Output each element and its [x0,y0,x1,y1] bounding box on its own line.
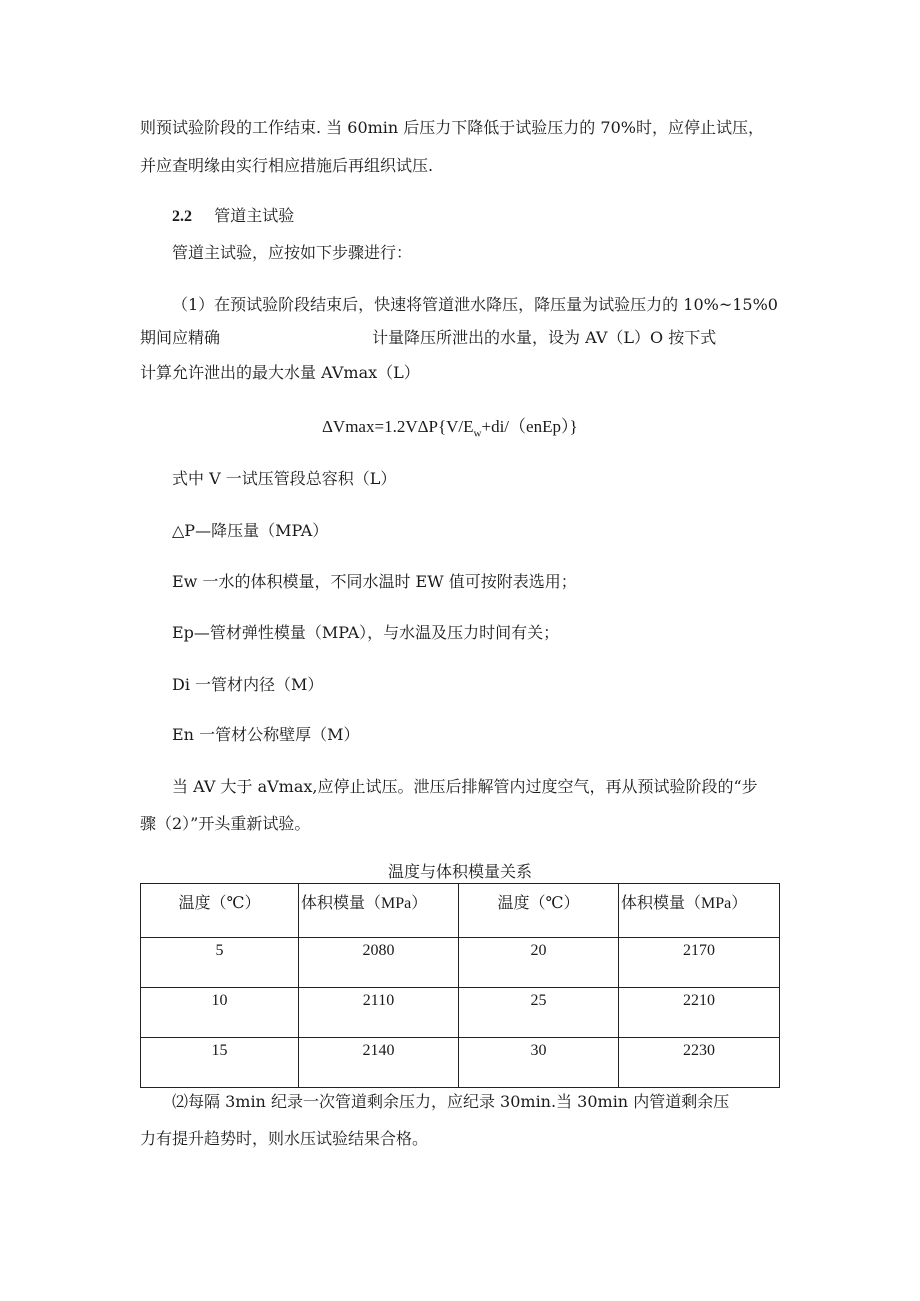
table-row [141,1038,780,1088]
table-cell: 2140 [299,1038,459,1088]
table-cell: 15 [141,1038,299,1088]
definition-ep: Ep—管材弹性模量（MPA），与水温及压力时间有关； [172,623,560,642]
paragraph-1-line-2: 并应查明缘由实行相应措施后再组织试压. [140,156,434,175]
definition-delta-p: △P—降压量（MPA） [172,521,329,540]
table-cell: 2110 [299,988,459,1038]
formula-part-1: ΔVmax=1.2VΔP{V/E [322,417,474,436]
paragraph-2: 管道主试验，应按如下步骤进行： [172,243,413,262]
paragraph-3-line-2b: 计量降压所泄出的水量，设为 AV（L）O 按下式 [372,328,717,347]
header-temperature-2: 温度（℃） [459,884,619,938]
table-cell: 10 [141,988,299,1038]
section-title: 管道主试验 [214,206,295,225]
table-row [141,938,780,988]
table-cell: 30 [459,1038,619,1088]
formula-subscript: w [473,427,482,440]
closing-line-2: 力有提升趋势时，则水压试验结果合格。 [140,1129,429,1148]
table-row [141,988,780,1038]
table-cell: 2170 [619,938,780,988]
formula [322,417,578,443]
table-cell: 2210 [619,988,780,1038]
table-cell: 25 [459,988,619,1038]
paragraph-3-line-1: （1）在预试验阶段结束后，快速将管道泄水降压，降压量为试验压力的 10%~15%0 [172,295,778,314]
table-caption: 温度与体积模量关系 [387,862,532,881]
section-heading [172,206,294,227]
paragraph-1-line-1: 则预试验阶段的工作结束. 当 60min 后压力下降低于试验压力的 70%时，应停止试压， [140,118,764,137]
paragraph-3-line-2a: 期间应精确 [140,328,221,347]
definition-v: 式中 V 一试压管段总容积（L） [172,469,397,488]
section-number: 2.2 [172,208,192,225]
closing-line-1: ⑵每隔 3min 纪录一次管道剩余压力，应纪录 30min.当 30min 内管道剩余压 [172,1092,730,1111]
header-modulus-2: 体积模量（MPa） [619,884,780,938]
temperature-modulus-table [140,883,780,1088]
definition-ew: Ew 一水的体积模量，不同水温时 EW 值可按附表选用； [172,572,577,591]
table-cell: 2080 [299,938,459,988]
header-modulus-1: 体积模量（MPa） [299,884,459,938]
table-cell: 2230 [619,1038,780,1088]
table-cell: 5 [141,938,299,988]
formula-part-2: +di/（enEp）} [481,417,578,436]
paragraph-after-line-1: 当 AV 大于 aVmax,应停止试压。泄压后排解管内过度空气，再从预试验阶段的“步 [172,777,758,796]
definition-en: En 一管材公称壁厚（M） [172,725,360,744]
definition-di: Di 一管材内径（M） [172,675,324,694]
paragraph-after-line-2: 骤（2）”开头重新试验。 [140,814,311,833]
paragraph-3-line-3: 计算允许泄出的最大水量 AVmax（L） [140,363,420,382]
table-cell: 20 [459,938,619,988]
header-temperature-1: 温度（℃） [141,884,299,938]
table-header-row [141,884,780,938]
